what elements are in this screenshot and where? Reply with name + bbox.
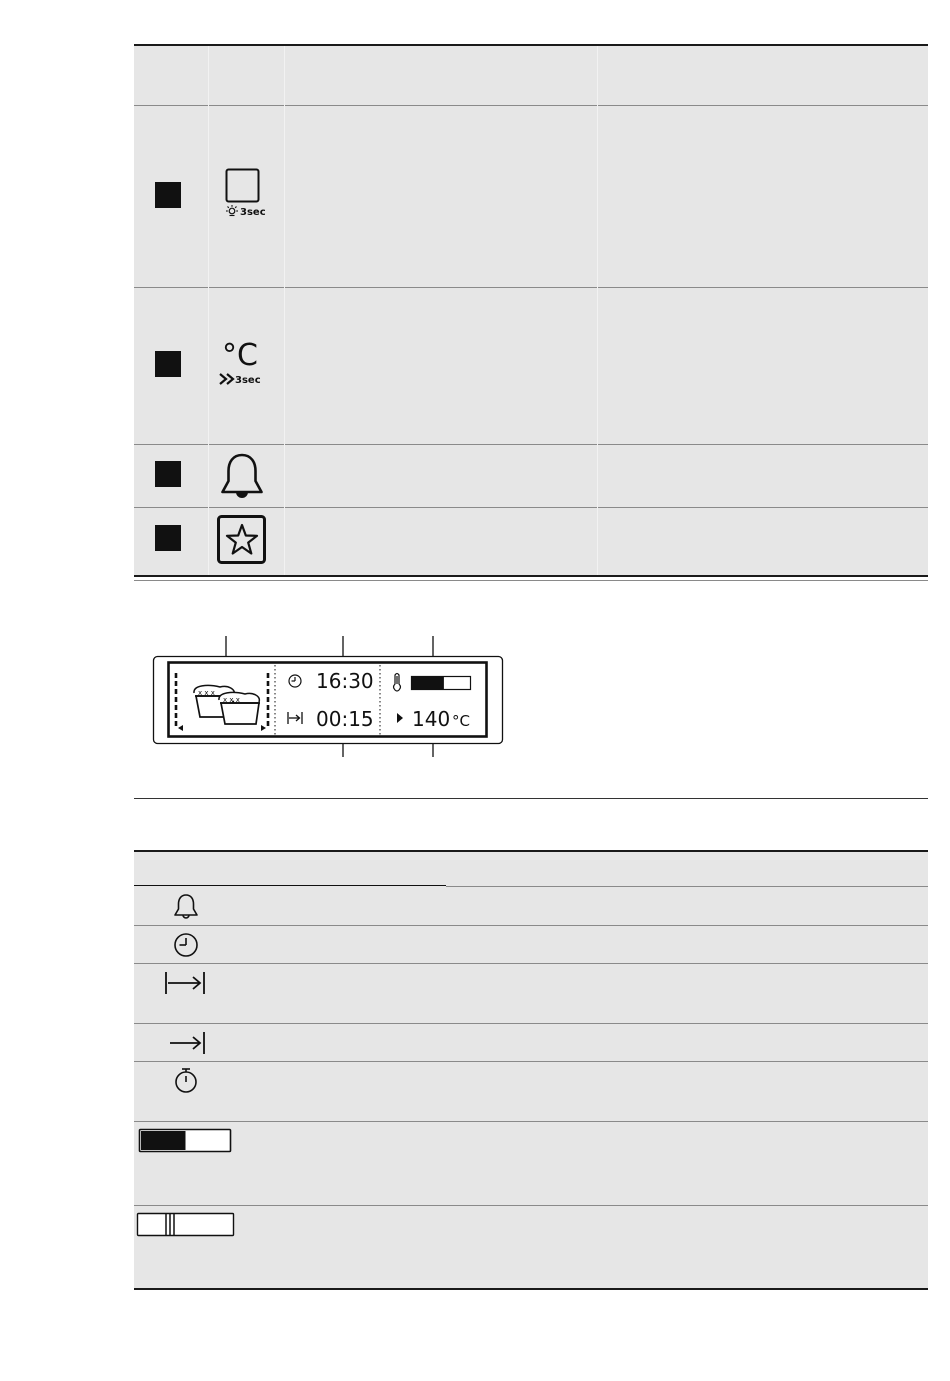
light-icon-sublabel: 3sec	[240, 207, 266, 218]
svg-text:x x x: x x x	[223, 696, 240, 704]
end-time-icon	[168, 1030, 208, 1056]
row-marker-square	[155, 182, 181, 208]
row-divider	[134, 105, 928, 106]
column-separator	[597, 46, 598, 575]
bell-icon	[173, 893, 199, 921]
residual-heat-bar-icon	[136, 1212, 235, 1238]
display-temperature-value: 140	[412, 707, 451, 731]
buttons-table-bottom-rule-2	[134, 580, 928, 581]
display-heat-bar-fill	[412, 677, 444, 689]
column-separator	[208, 46, 209, 575]
header-underline	[134, 885, 446, 886]
column-separator	[284, 46, 285, 575]
svg-text:x x x: x x x	[198, 689, 215, 697]
star-favourite-icon	[217, 515, 267, 565]
row-divider	[134, 1121, 928, 1122]
display-clock-time: 16:30	[316, 669, 374, 693]
heat-up-bar-icon	[138, 1128, 233, 1154]
indicators-table-bottom-rule	[134, 1288, 928, 1290]
stopwatch-icon	[173, 1067, 199, 1095]
bell-icon	[219, 451, 265, 501]
row-divider	[134, 1023, 928, 1024]
light-button-icon	[222, 168, 266, 220]
row-divider	[134, 1061, 928, 1062]
row-divider	[134, 444, 928, 445]
clock-icon	[173, 932, 199, 958]
oven-display-diagram	[150, 635, 510, 760]
temperature-icon-mark: °C	[222, 338, 258, 373]
row-marker-square	[155, 525, 181, 551]
display-duration-time: 00:15	[316, 707, 374, 731]
indicators-table-body	[134, 852, 928, 1288]
row-marker-square	[155, 351, 181, 377]
row-divider	[134, 925, 928, 926]
duration-icon	[164, 970, 208, 996]
section-divider	[134, 798, 928, 799]
row-divider	[446, 886, 928, 887]
display-temperature-unit: °C	[452, 712, 470, 730]
row-divider	[134, 287, 928, 288]
buttons-table-top-rule	[134, 44, 928, 46]
temperature-icon-sublabel: 3sec	[235, 375, 261, 386]
temperature-button-icon	[218, 334, 270, 390]
row-marker-square	[155, 461, 181, 487]
row-divider	[134, 963, 928, 964]
buttons-table-header	[134, 45, 928, 105]
row-divider	[134, 507, 928, 508]
row-divider	[134, 1205, 928, 1206]
buttons-table-bottom-rule	[134, 575, 928, 577]
